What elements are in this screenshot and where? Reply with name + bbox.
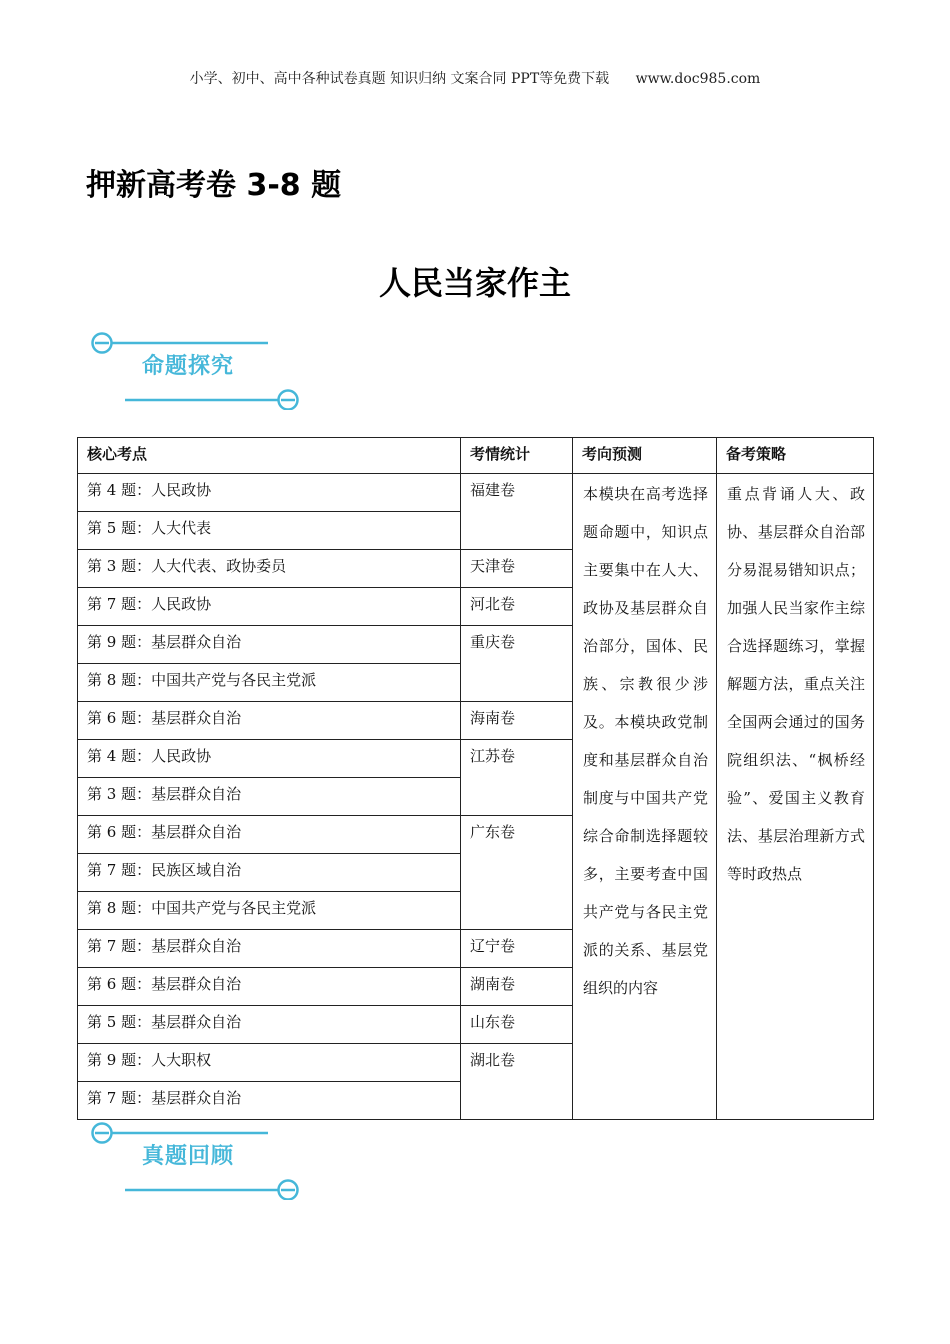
topic-cell: 第 6 题：基层群众自治 xyxy=(78,702,461,740)
section-badge-proposition xyxy=(90,330,305,410)
topic-cell: 第 7 题：基层群众自治 xyxy=(78,930,461,968)
province-cell: 江苏卷 xyxy=(461,740,573,816)
topic-cell: 第 6 题：基层群众自治 xyxy=(78,968,461,1006)
table-header-row xyxy=(78,438,874,474)
section-title: 人民当家作主 xyxy=(378,264,571,302)
province-cell: 辽宁卷 xyxy=(461,930,573,968)
column-header: 核心考点 xyxy=(78,438,461,474)
province-cell: 广东卷 xyxy=(461,816,573,930)
province-cell: 天津卷 xyxy=(461,550,573,588)
table-row xyxy=(78,474,874,512)
province-cell: 湖北卷 xyxy=(461,1044,573,1120)
topic-cell: 第 5 题：基层群众自治 xyxy=(78,1006,461,1044)
topic-cell: 第 9 题：人大职权 xyxy=(78,1044,461,1082)
province-cell: 重庆卷 xyxy=(461,626,573,702)
topic-cell: 第 3 题：人大代表、政协委员 xyxy=(78,550,461,588)
topic-cell: 第 3 题：基层群众自治 xyxy=(78,778,461,816)
province-cell: 河北卷 xyxy=(461,588,573,626)
prediction-cell: 本模块在高考选择题命题中，知识点主要集中在人大、政协及基层群众自治部分，国体、民族、宗教很少涉及。本模块政党制度和基层群众自治制度与中国共产党综合命制选择题较多，主要考查中国共产党与各民主党派的关系、基层党组织的内容 xyxy=(573,474,717,1120)
province-cell: 湖南卷 xyxy=(461,968,573,1006)
topic-cell: 第 4 题：人民政协 xyxy=(78,474,461,512)
topic-cell: 第 4 题：人民政协 xyxy=(78,740,461,778)
topic-cell: 第 7 题：基层群众自治 xyxy=(78,1082,461,1120)
section-badge-review xyxy=(90,1120,305,1200)
badge-label: 命题探究 xyxy=(142,354,235,379)
topic-cell: 第 9 题：基层群众自治 xyxy=(78,626,461,664)
strategy-cell: 重点背诵人大、政协、基层群众自治部分易混易错知识点；加强人民当家作主综合选择题练习，掌握解题方法，重点关注全国两会通过的国务院组织法、“枫桥经验”、爱国主义教育法、基层治理新方式等时政热点 xyxy=(717,474,874,1120)
topic-cell: 第 7 题：人民政协 xyxy=(78,588,461,626)
province-cell: 海南卷 xyxy=(461,702,573,740)
exam-analysis-table xyxy=(77,437,874,1120)
topic-cell: 第 7 题：民族区域自治 xyxy=(78,854,461,892)
document-title: 押新高考卷 3-8 题 xyxy=(86,168,342,203)
header-url[interactable]: www.doc985.com xyxy=(635,71,761,87)
topic-cell: 第 8 题：中国共产党与各民主党派 xyxy=(78,664,461,702)
header-text: 小学、初中、高中各种试卷真题 知识归纳 文案合同 PPT等免费下载 xyxy=(189,71,610,87)
province-cell: 福建卷 xyxy=(461,474,573,550)
topic-cell: 第 5 题：人大代表 xyxy=(78,512,461,550)
column-header: 考向预测 xyxy=(573,438,717,474)
badge-label: 真题回顾 xyxy=(142,1144,235,1169)
topic-cell: 第 8 题：中国共产党与各民主党派 xyxy=(78,892,461,930)
column-header: 备考策略 xyxy=(717,438,874,474)
province-cell: 山东卷 xyxy=(461,1006,573,1044)
topic-cell: 第 6 题：基层群众自治 xyxy=(78,816,461,854)
column-header: 考情统计 xyxy=(461,438,573,474)
page-header xyxy=(0,68,950,88)
